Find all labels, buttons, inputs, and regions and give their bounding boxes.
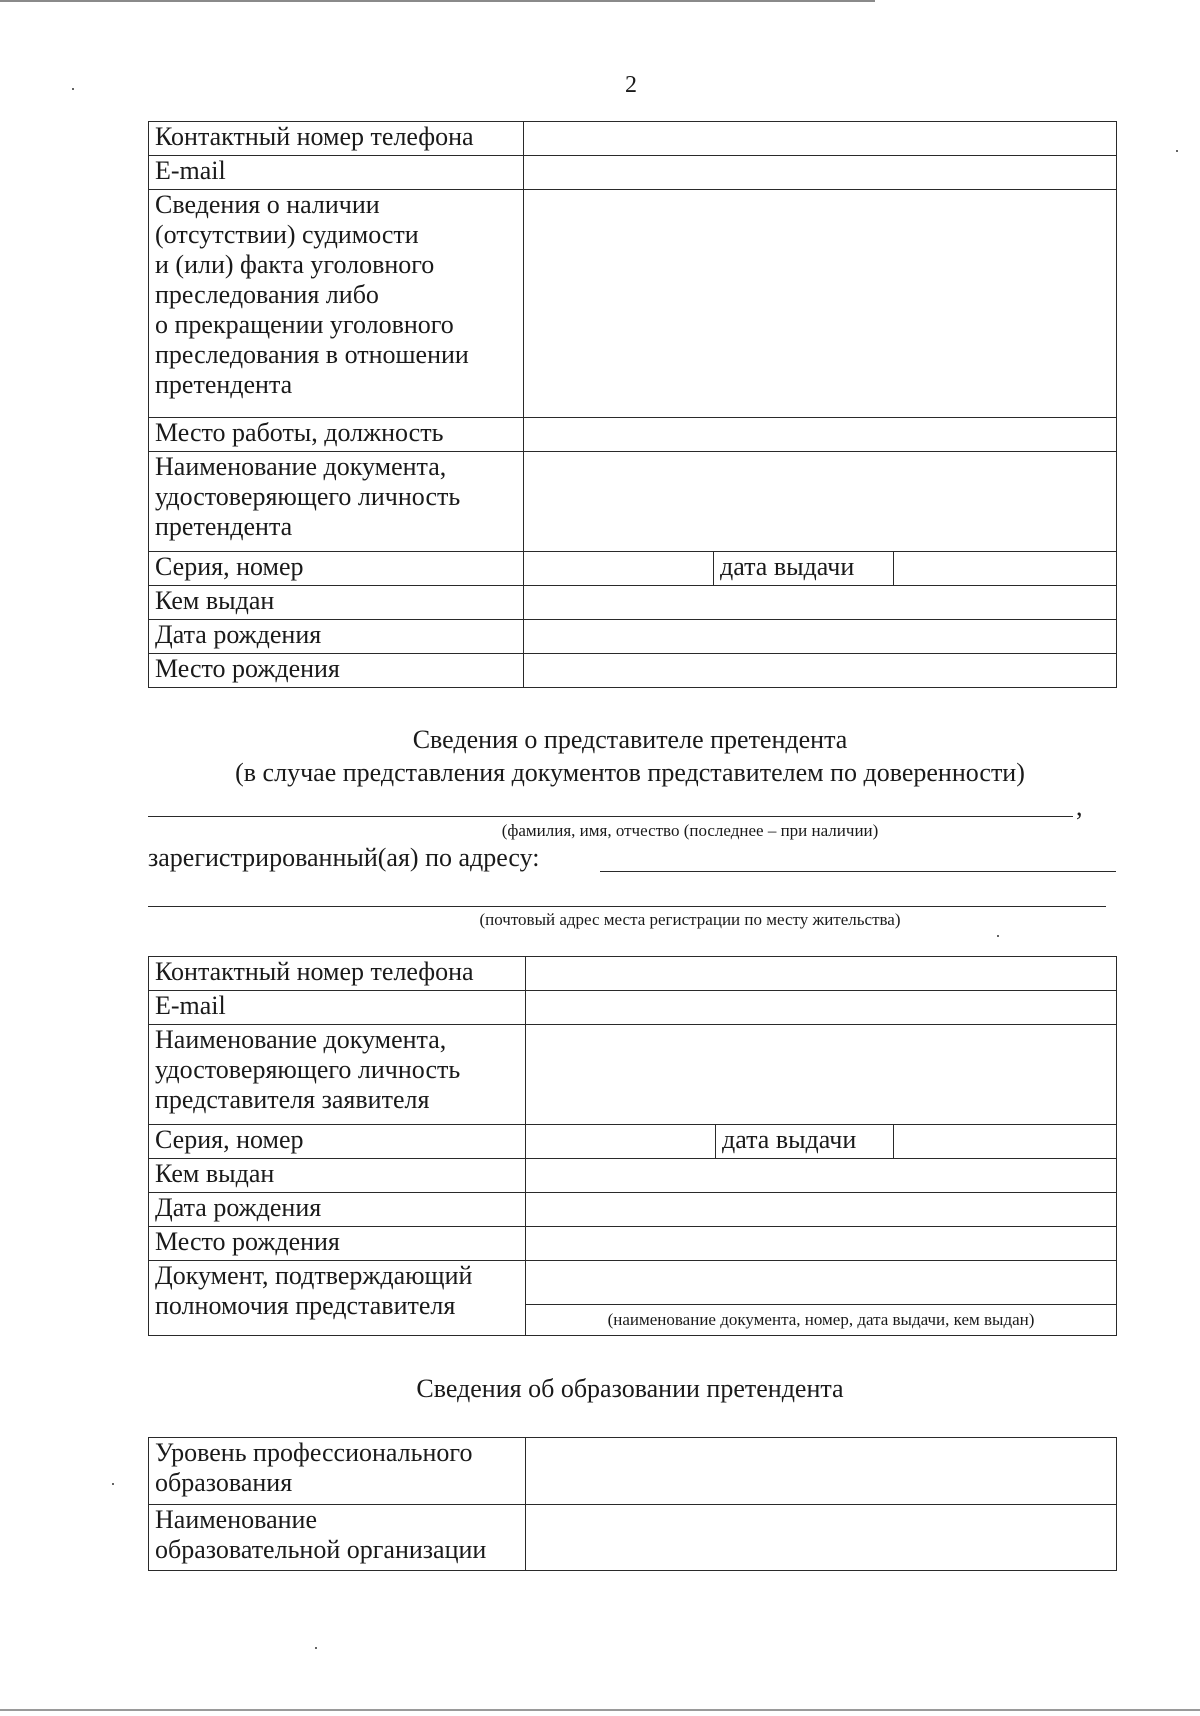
rep-birth-date-field[interactable] bbox=[526, 1193, 1117, 1227]
table-row bbox=[149, 654, 1117, 688]
row-label-education-level: Уровень профессионального образования bbox=[149, 1438, 526, 1505]
scan-edge-top bbox=[0, 0, 875, 2]
table-row bbox=[149, 552, 1117, 586]
table-row bbox=[149, 1159, 1117, 1193]
phone-field[interactable] bbox=[524, 122, 1117, 156]
table-row bbox=[149, 1227, 1117, 1261]
rep-issue-date-field[interactable] bbox=[894, 1125, 1117, 1159]
table-row bbox=[149, 452, 1117, 552]
row-label-issued-by: Кем выдан bbox=[149, 1159, 526, 1193]
education-section-title: Сведения об образовании претендента bbox=[416, 1374, 844, 1403]
row-label-birth-place: Место рождения bbox=[149, 1227, 526, 1261]
authority-document-caption: (наименование документа, номер, дата выдачи, кем выдан) bbox=[526, 1305, 1117, 1336]
representative-section-title: Сведения о представителе претендента bbox=[412, 725, 848, 754]
row-label-workplace: Место работы, должность bbox=[149, 418, 524, 452]
education-level-field[interactable] bbox=[526, 1438, 1117, 1505]
rep-id-document-field[interactable] bbox=[526, 1025, 1117, 1125]
series-number-field[interactable] bbox=[524, 552, 714, 586]
table-row bbox=[149, 1261, 1117, 1305]
table-row bbox=[149, 418, 1117, 452]
table-row bbox=[149, 122, 1117, 156]
address-caption: (почтовый адрес места регистрации по месту жительства) bbox=[479, 910, 901, 929]
candidate-info-table bbox=[148, 121, 1117, 688]
row-label-authority-document: Документ, подтверждающий полномочия представителя bbox=[149, 1261, 526, 1336]
issue-date-label: дата выдачи bbox=[714, 552, 894, 586]
education-info-table bbox=[148, 1437, 1117, 1571]
row-label-series-number: Серия, номер bbox=[149, 1125, 526, 1159]
table-row bbox=[149, 156, 1117, 190]
row-label-id-document: Наименование документа, удостоверяющего личность претендента bbox=[149, 452, 524, 552]
row-label-phone: Контактный номер телефона bbox=[149, 957, 526, 991]
table-row bbox=[149, 957, 1117, 991]
scan-speck bbox=[997, 935, 999, 937]
row-label-series-number: Серия, номер bbox=[149, 552, 524, 586]
scan-edge-bottom bbox=[0, 1709, 1200, 1711]
row-label-phone: Контактный номер телефона bbox=[149, 122, 524, 156]
row-label-institution: Наименование образовательной организации bbox=[149, 1505, 526, 1571]
row-label-issued-by: Кем выдан bbox=[149, 586, 524, 620]
representative-section-subtitle: (в случае представления документов представителем по доверенности) bbox=[235, 758, 1025, 787]
registered-address-label: зарегистрированный(ая) по адресу: bbox=[148, 843, 540, 872]
institution-field[interactable] bbox=[526, 1505, 1117, 1571]
issue-date-label: дата выдачи bbox=[716, 1125, 894, 1159]
birth-date-field[interactable] bbox=[524, 620, 1117, 654]
row-label-email: E-mail bbox=[149, 156, 524, 190]
row-label-birth-date: Дата рождения bbox=[149, 620, 524, 654]
scan-speck bbox=[315, 1647, 317, 1649]
address-input-line-2[interactable] bbox=[148, 906, 1106, 907]
criminal-record-field[interactable] bbox=[524, 190, 1117, 418]
scan-speck bbox=[1176, 150, 1178, 152]
table-row bbox=[149, 1438, 1117, 1505]
workplace-field[interactable] bbox=[524, 418, 1117, 452]
issued-by-field[interactable] bbox=[524, 586, 1117, 620]
scan-speck bbox=[112, 1483, 114, 1485]
rep-issued-by-field[interactable] bbox=[526, 1159, 1117, 1193]
birth-place-field[interactable] bbox=[524, 654, 1117, 688]
rep-series-number-field[interactable] bbox=[526, 1125, 716, 1159]
table-row bbox=[149, 1193, 1117, 1227]
table-row bbox=[149, 991, 1117, 1025]
table-row bbox=[149, 1025, 1117, 1125]
fio-caption: (фамилия, имя, отчество (последнее – при наличии) bbox=[501, 821, 879, 840]
issue-date-field[interactable] bbox=[894, 552, 1117, 586]
page-number: 2 bbox=[625, 72, 637, 98]
rep-birth-place-field[interactable] bbox=[526, 1227, 1117, 1261]
representative-info-table bbox=[148, 956, 1117, 1336]
table-row bbox=[149, 1505, 1117, 1571]
row-label-criminal-record: Сведения о наличии (отсутствии) судимости и (или) факта уголовного преследования либо о прекращении уголовного преследования в отношении претендента bbox=[149, 190, 524, 418]
table-row bbox=[149, 620, 1117, 654]
row-label-birth-date: Дата рождения bbox=[149, 1193, 526, 1227]
row-label-id-document: Наименование документа, удостоверяющего личность представителя заявителя bbox=[149, 1025, 526, 1125]
rep-authority-document-field[interactable] bbox=[526, 1261, 1117, 1305]
table-row bbox=[149, 1125, 1117, 1159]
email-field[interactable] bbox=[524, 156, 1117, 190]
address-input-line-1[interactable] bbox=[600, 871, 1116, 872]
id-document-field[interactable] bbox=[524, 452, 1117, 552]
table-row bbox=[149, 586, 1117, 620]
rep-phone-field[interactable] bbox=[526, 957, 1117, 991]
row-label-email: E-mail bbox=[149, 991, 526, 1025]
rep-email-field[interactable] bbox=[526, 991, 1117, 1025]
table-row bbox=[149, 190, 1117, 418]
row-label-birth-place: Место рождения bbox=[149, 654, 524, 688]
fio-trailing-comma: , bbox=[1076, 792, 1083, 821]
fio-input-line[interactable] bbox=[148, 816, 1073, 817]
